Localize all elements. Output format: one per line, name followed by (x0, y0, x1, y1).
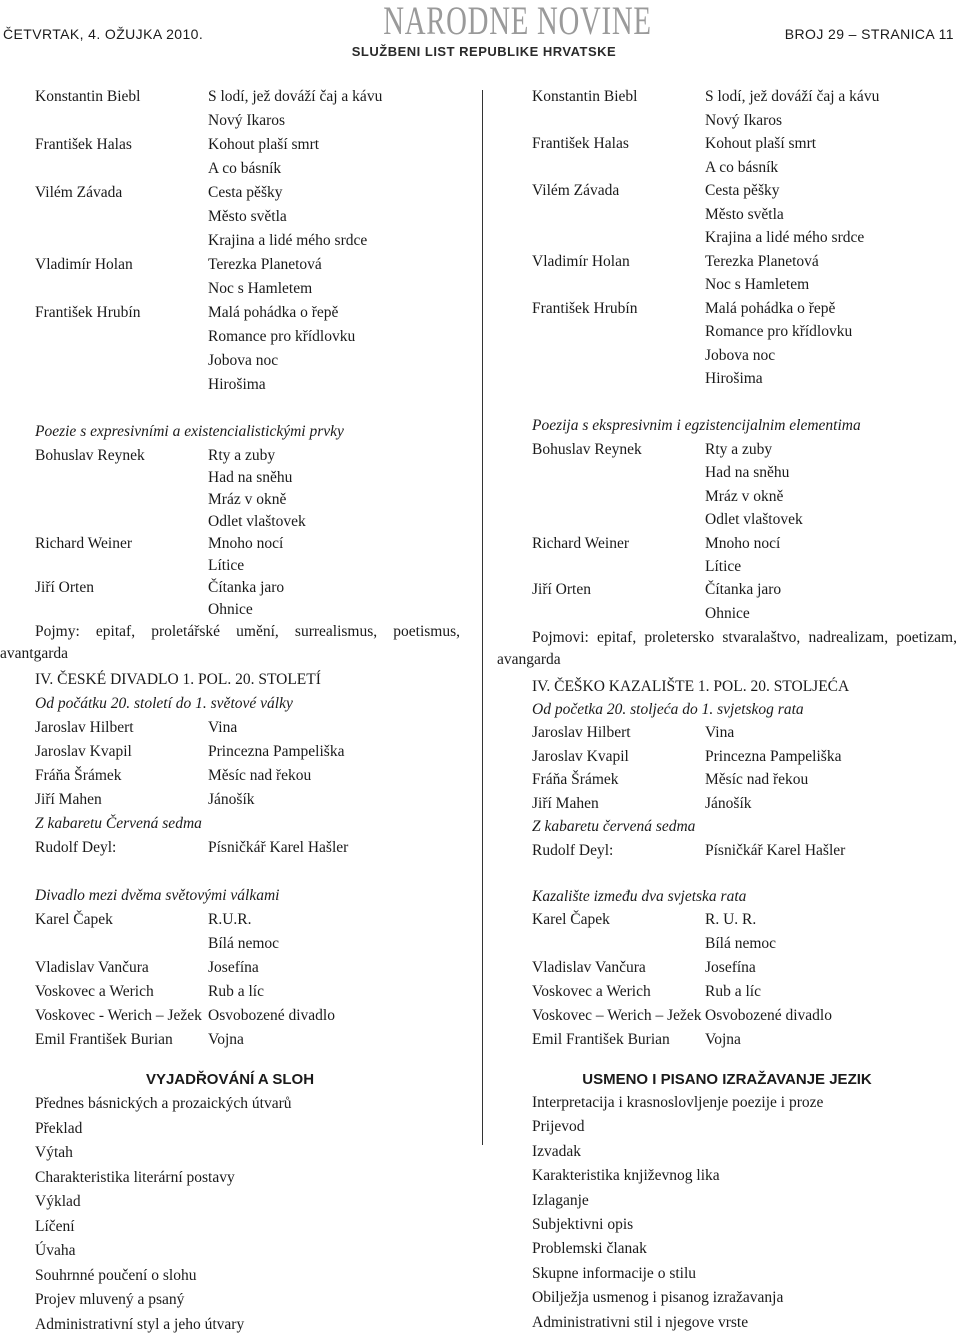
work-title: S lodí, jež dováží čaj a kávu (208, 88, 383, 105)
header-date: ČETVRTAK, 4. OŽUJKA 2010. (3, 26, 204, 42)
work-title: Měsíc nad řekou (705, 771, 809, 789)
cabaret-line: Z kabaretu Červená sedma (35, 815, 202, 832)
work-title: Kohout plaší smrt (705, 135, 817, 152)
entry-row (497, 485, 957, 509)
work-title: Romance pro křídlovku (208, 328, 356, 345)
work-title: Cesta pěšky (705, 182, 780, 199)
style-list-item: Obilježja usmenog i pisanog izražavanja (532, 1289, 784, 1307)
work-title: Čítanka jaro (705, 581, 782, 599)
entry-row (0, 373, 460, 397)
entry-row (497, 226, 957, 250)
entry-row (497, 297, 957, 321)
entry-row (497, 1004, 957, 1028)
author-name: Vilém Závada (35, 184, 123, 201)
section-heading-style: VYJADŘOVÁNÍ A SLOH (145, 1071, 315, 1088)
author-name: Vladimír Holan (35, 256, 133, 273)
author-name: Richard Weiner (532, 534, 630, 552)
work-title: Rty a zuby (208, 447, 276, 464)
theatre-subheading: Od počátku 20. století do 1. světové války (35, 695, 293, 712)
author-name: Vladimír Holan (532, 252, 630, 270)
entry-row (497, 508, 957, 532)
entry-row (0, 1028, 460, 1052)
work-title: Josefína (705, 959, 756, 976)
author-name: František Hrubín (35, 304, 141, 321)
author-name: Karel Čapek (35, 911, 113, 928)
work-title: Jánošík (705, 794, 752, 812)
work-title: R.U.R. (208, 911, 252, 928)
entry-row (497, 344, 957, 368)
author-name: Emil František Burian (35, 1031, 173, 1048)
cabaret-line: Z kabaretu červená sedma (532, 818, 696, 835)
work-title: Cesta pěšky (208, 184, 283, 201)
work-title: A co básník (705, 158, 779, 176)
work-title: Princezna Pampeliška (705, 747, 842, 765)
entry-row (0, 444, 460, 468)
entry-row (497, 932, 957, 956)
section-heading-style: USMENO I PISANO IZRAŽAVANJE JEZIK (582, 1071, 872, 1088)
entry-row (0, 301, 460, 325)
entry-row (497, 273, 957, 297)
work-title: Město světla (208, 208, 287, 225)
work-title: Vina (208, 719, 238, 736)
work-title: Bílá nemoc (208, 935, 280, 952)
work-title: Čítanka jaro (208, 579, 285, 596)
style-list-item: Překlad (35, 1119, 83, 1137)
entry-row (497, 320, 957, 344)
style-list-item: Administrativní styl a jeho útvary (35, 1315, 245, 1333)
work-title: Terezka Planetová (705, 252, 819, 270)
entry-row (497, 109, 957, 133)
entry-row (497, 956, 957, 980)
entry-row (0, 181, 460, 205)
entry-row (497, 132, 957, 156)
work-title: Mnoho nocí (208, 535, 284, 552)
author-name: Konstantin Biebl (532, 88, 638, 105)
author-name: Richard Weiner (35, 535, 133, 552)
work-title: Měsíc nad řekou (208, 767, 312, 784)
section-heading-theatre: IV. ČESKÉ DIVADLO 1. POL. 20. STOLETÍ (35, 671, 321, 688)
style-list-item: Skupne informacije o stilu (532, 1264, 697, 1282)
style-list-item: Izvadak (532, 1142, 582, 1160)
header-page-number: BROJ 29 – STRANICA 11 (784, 26, 954, 42)
work-title: Mráz v okně (208, 491, 287, 508)
entry-row (497, 179, 957, 203)
work-title: Písničkář Karel Hašler (208, 839, 349, 856)
author-name: František Halas (35, 136, 132, 153)
work-title: Romance pro křídlovku (705, 323, 853, 340)
masthead-title: NARODNE NOVINE (383, 0, 652, 43)
work-title: Malá pohádka o řepě (705, 299, 836, 317)
work-title: S lodí, jež dováží čaj a kávu (705, 88, 880, 105)
style-list-item: Subjektivni opis (532, 1216, 634, 1233)
entry-row (497, 156, 957, 180)
style-list-item: Přednes básnických a prozaických útvarů (35, 1095, 292, 1112)
entry-row (0, 554, 460, 578)
work-title: Osvobozené divadlo (705, 1007, 832, 1024)
style-list-item: Líčení (35, 1217, 75, 1235)
entry-row (497, 367, 957, 391)
section-heading-theatre: IV. ČEŠKO KAZALIŠTE 1. POL. 20. STOLJEĆA (532, 678, 850, 695)
work-title: Odlet vlaštovek (705, 511, 803, 529)
entry-row (497, 839, 957, 863)
author-name: Jiří Orten (532, 581, 591, 599)
work-title: Lítice (208, 557, 245, 574)
work-title: Písničkář Karel Hašler (705, 842, 846, 859)
author-name: Emil František Burian (532, 1031, 670, 1048)
entry-row (0, 836, 460, 860)
style-list-item: Karakteristika književnog lika (532, 1167, 720, 1185)
column-divider (482, 90, 483, 1145)
entry-row (0, 205, 460, 229)
author-name: Vladislav Vančura (35, 959, 149, 976)
author-name: Voskovec - Werich – Ježek (35, 1007, 202, 1024)
work-title: Mnoho nocí (705, 534, 781, 552)
author-name: Jiří Orten (35, 579, 94, 596)
work-title: Had na sněhu (705, 464, 790, 482)
entry-row (0, 349, 460, 373)
entry-row (497, 721, 957, 745)
work-title: Princezna Pampeliška (208, 743, 345, 760)
work-title: Vina (705, 724, 735, 741)
author-name: Jiří Mahen (532, 794, 599, 812)
work-title: R. U. R. (705, 911, 757, 928)
entry-row (497, 1028, 957, 1052)
entry-row (0, 510, 460, 534)
author-name: František Halas (532, 135, 629, 152)
work-title: Mráz v okně (705, 487, 784, 505)
entry-row (0, 576, 460, 600)
work-title: Hirošima (208, 376, 266, 393)
entry-row (0, 598, 460, 622)
entry-row (0, 716, 460, 740)
style-list-item: Izlaganje (532, 1191, 589, 1209)
work-title: Nový Ikaros (208, 112, 286, 129)
author-name: Fráňa Šrámek (532, 771, 619, 789)
masthead-subtitle: SLUŽBENI LIST REPUBLIKE HRVATSKE (351, 44, 617, 59)
entry-row (497, 555, 957, 579)
entry-row (0, 764, 460, 788)
author-name: Karel Čapek (532, 911, 610, 928)
style-list-item: Úvaha (35, 1242, 76, 1259)
work-title: Ohnice (208, 601, 253, 618)
work-title: Noc s Hamletem (705, 276, 810, 293)
entry-row (0, 325, 460, 349)
concepts-paragraph: Pojmovi: epitaf, proletersko stvaralaštvo, nadrealizam, poetizam, avangarda (497, 629, 957, 668)
author-name: Voskovec a Werich (35, 983, 154, 1000)
theatre-subheading: Od početka 20. stoljeća do 1. svjetskog rata (532, 701, 804, 718)
entry-row (0, 277, 460, 301)
entry-row (0, 532, 460, 556)
work-title: Nový Ikaros (705, 111, 783, 129)
entry-row (497, 908, 957, 932)
entry-row (0, 1004, 460, 1028)
entry-row (497, 250, 957, 274)
author-name: Rudolf Deyl: (35, 839, 117, 856)
entry-row (0, 109, 460, 133)
work-title: Krajina a lidé mého srdce (208, 232, 368, 249)
entry-row (0, 788, 460, 812)
work-title: Ohnice (705, 604, 750, 622)
section-heading-interwar: Kazalište između dva svjetska rata (532, 888, 747, 905)
work-title: Jobova noc (705, 346, 776, 364)
author-name: Bohuslav Reynek (532, 441, 642, 458)
entry-row (0, 980, 460, 1004)
work-title: Malá pohádka o řepě (208, 304, 339, 321)
entry-row (497, 203, 957, 227)
work-title: Hirošima (705, 370, 763, 387)
concepts-paragraph: Pojmy: epitaf, proletářské umění, surrealismus, poetismus, avantgarda (0, 623, 460, 662)
work-title: Vojna (208, 1031, 244, 1048)
entry-row (0, 85, 460, 109)
author-name: Jaroslav Hilbert (532, 724, 631, 741)
work-title: Rub a líc (208, 983, 264, 1000)
section-heading-interwar: Divadlo mezi dvěma světovými válkami (35, 887, 280, 904)
entry-row (0, 253, 460, 277)
work-title: A co básník (208, 160, 282, 177)
section-heading-poetry: Poezie s expresivními a existencialistickými prvky (35, 423, 344, 440)
work-title: Rub a líc (705, 983, 761, 1000)
work-title: Josefína (208, 959, 259, 976)
style-list-item: Administrativni stil i njegove vrste (532, 1313, 749, 1331)
work-title: Jánošík (208, 791, 255, 808)
work-title: Kohout plaší smrt (208, 136, 320, 153)
author-name: Konstantin Biebl (35, 88, 141, 105)
style-list-item: Projev mluvený a psaný (35, 1291, 185, 1308)
style-list-item: Výtah (35, 1144, 73, 1161)
masthead (344, 0, 652, 59)
entry-row (497, 602, 957, 626)
entry-row (497, 745, 957, 769)
work-title: Vojna (705, 1031, 741, 1048)
author-name: Bohuslav Reynek (35, 447, 145, 464)
entry-row (497, 980, 957, 1004)
style-list-item: Interpretacija i krasnoslovljenje poezije i proze (532, 1094, 824, 1111)
author-name: Jaroslav Kvapil (532, 747, 629, 765)
work-title: Bílá nemoc (705, 935, 777, 952)
author-name: Vilém Závada (532, 182, 620, 199)
entry-row (497, 532, 957, 556)
author-name: Jaroslav Hilbert (35, 719, 134, 736)
work-title: Odlet vlaštovek (208, 513, 306, 530)
entry-row (497, 461, 957, 485)
work-title: Had na sněhu (208, 469, 293, 486)
style-list-item: Problemski članak (532, 1240, 647, 1258)
entry-row (0, 229, 460, 253)
entry-row (497, 578, 957, 602)
style-list-item: Charakteristika literární postavy (35, 1168, 235, 1186)
work-title: Krajina a lidé mého srdce (705, 229, 865, 246)
author-name: Jiří Mahen (35, 791, 102, 808)
author-name: Vladislav Vančura (532, 959, 646, 976)
author-name: František Hrubín (532, 299, 638, 317)
entry-row (0, 488, 460, 512)
work-title: Osvobozené divadlo (208, 1007, 335, 1024)
entry-row (0, 466, 460, 490)
work-title: Noc s Hamletem (208, 280, 313, 297)
entry-row (0, 932, 460, 956)
entry-row (497, 438, 957, 462)
author-name: Rudolf Deyl: (532, 842, 614, 859)
work-title: Rty a zuby (705, 441, 773, 458)
author-name: Fráňa Šrámek (35, 767, 122, 784)
work-title: Město světla (705, 205, 784, 223)
entry-row (0, 133, 460, 157)
work-title: Terezka Planetová (208, 256, 322, 273)
work-title: Lítice (705, 558, 742, 575)
entry-row (497, 792, 957, 816)
entry-row (0, 908, 460, 932)
entry-row (497, 85, 957, 109)
entry-row (0, 956, 460, 980)
style-list-item: Výklad (35, 1193, 81, 1210)
author-name: Voskovec a Werich (532, 983, 651, 1000)
entry-row (0, 157, 460, 181)
style-list-item: Prijevod (532, 1118, 585, 1136)
section-heading-poetry: Poezija s ekspresivnim i egzistencijalnim elementima (532, 417, 861, 434)
work-title: Jobova noc (208, 352, 279, 369)
entry-row (0, 740, 460, 764)
author-name: Voskovec – Werich – Ježek (532, 1007, 702, 1024)
entry-row (497, 768, 957, 792)
style-list-item: Souhrnné poučení o slohu (35, 1266, 197, 1284)
author-name: Jaroslav Kvapil (35, 743, 132, 760)
